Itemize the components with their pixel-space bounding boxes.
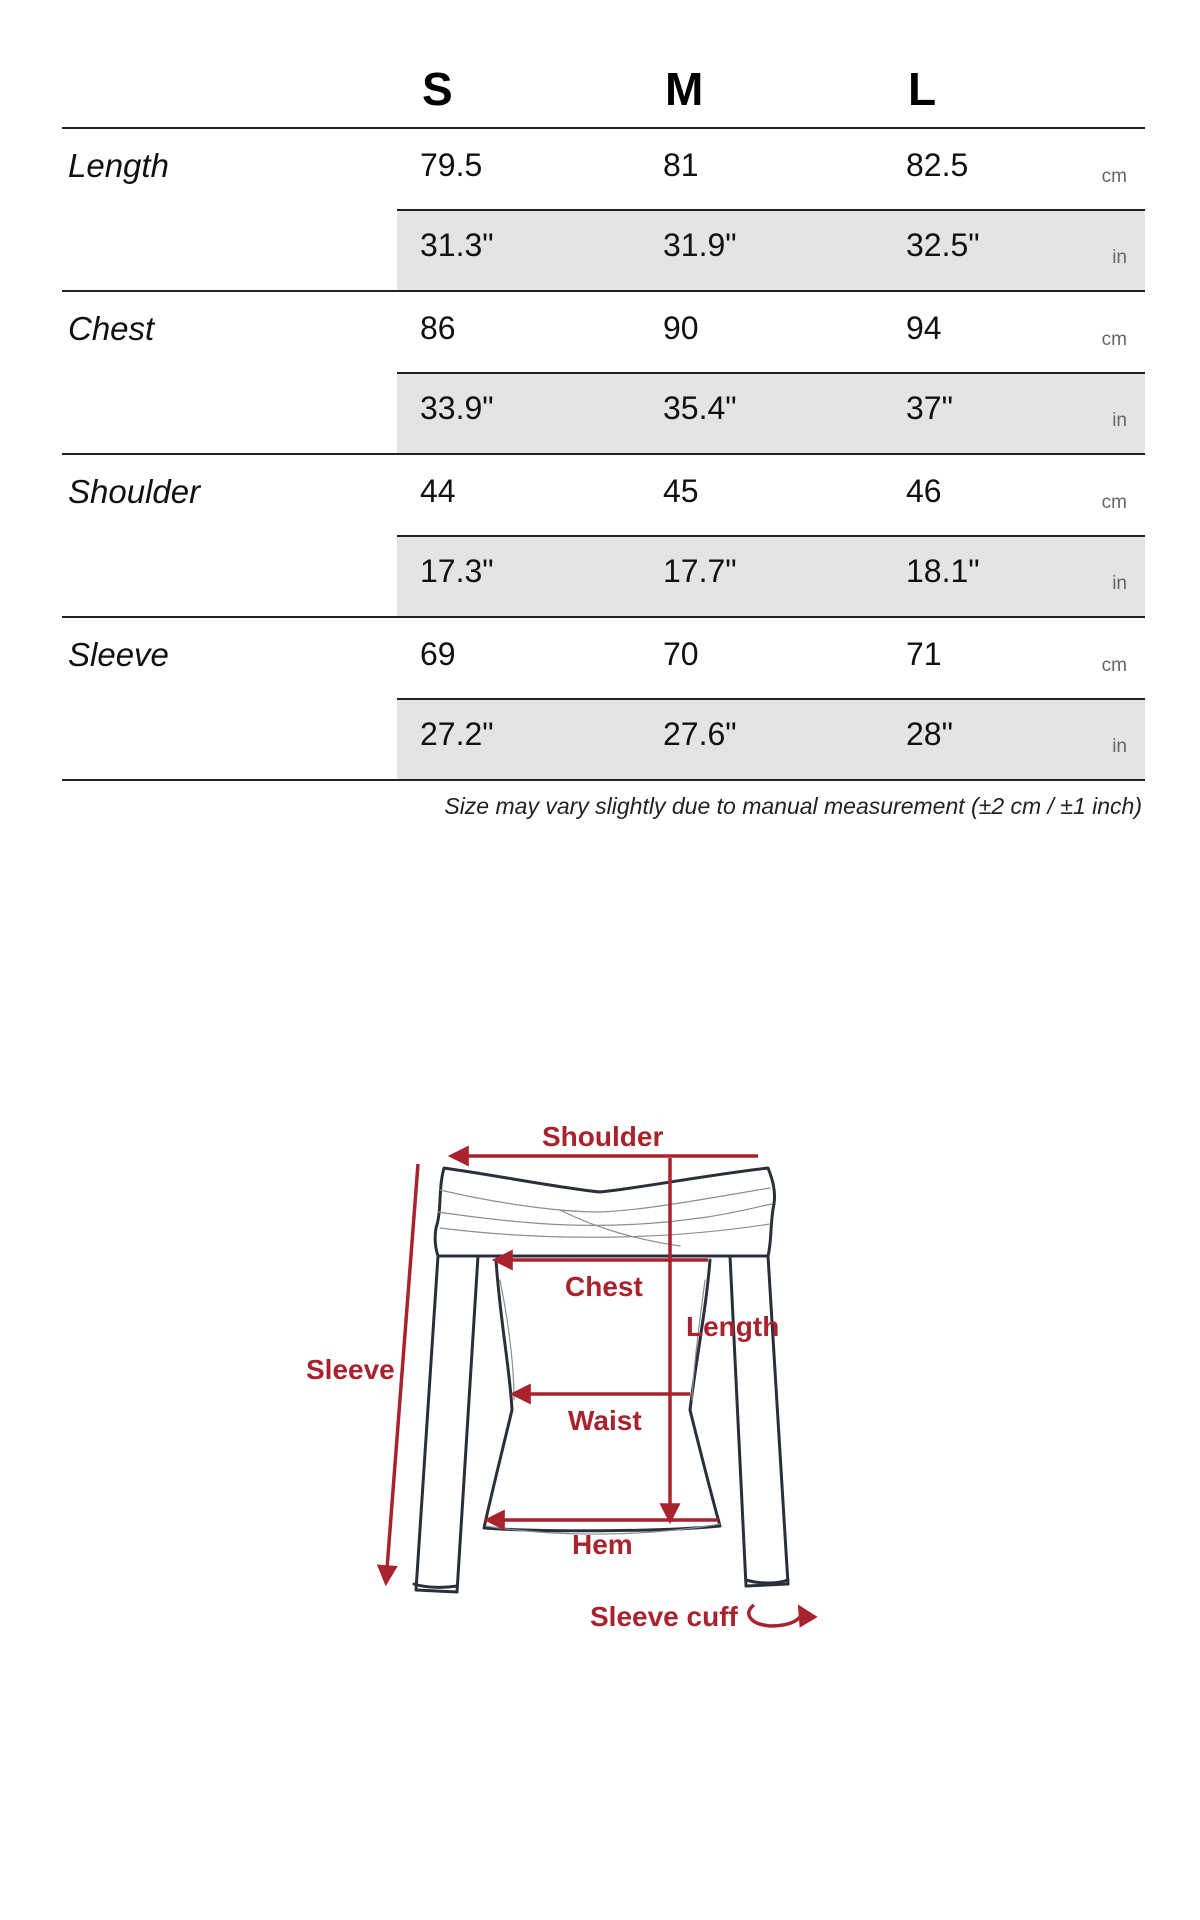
hem-label: Hem: [572, 1529, 633, 1560]
sleeve-label: Sleeve: [306, 1354, 395, 1385]
cm-value-l: 94: [906, 310, 942, 346]
row-divider: [397, 698, 1145, 700]
measure-label: Shoulder: [68, 473, 201, 510]
cm-value-m: 45: [663, 473, 699, 509]
row-shoulder: [62, 455, 1145, 618]
in-value-m: 31.9": [663, 227, 737, 263]
in-value-l: 32.5": [906, 227, 980, 263]
measure-label: Sleeve: [68, 636, 169, 673]
cm-value-s: 86: [420, 310, 456, 346]
in-value-s: 31.3": [420, 227, 494, 263]
in-value-l: 28": [906, 716, 953, 752]
inch-row-background: [397, 700, 1145, 779]
row-divider: [397, 535, 1145, 537]
cm-value-m: 90: [663, 310, 699, 346]
measure-label: Length: [68, 147, 169, 184]
waist-label: Waist: [568, 1405, 642, 1436]
cm-value-s: 79.5: [420, 147, 483, 183]
cm-value-s: 69: [420, 636, 456, 672]
size-header-l: L: [908, 63, 937, 115]
inch-row-background: [397, 211, 1145, 290]
size-header-m: M: [665, 63, 704, 115]
in-value-m: 17.7": [663, 553, 737, 589]
shoulder-label: Shoulder: [542, 1121, 664, 1152]
cm-value-l: 71: [906, 636, 942, 672]
row-divider: [397, 209, 1145, 211]
cm-value-l: 46: [906, 473, 942, 509]
row-divider: [397, 372, 1145, 374]
cm-value-m: 70: [663, 636, 699, 672]
in-value-m: 35.4": [663, 390, 737, 426]
in-value-s: 27.2": [420, 716, 494, 752]
group-divider: [62, 779, 1145, 781]
length-label: Length: [686, 1311, 780, 1342]
unit-in: in: [1112, 736, 1127, 757]
in-value-m: 27.6": [663, 716, 737, 752]
row-sleeve: [62, 618, 1145, 781]
in-value-s: 17.3": [420, 553, 494, 589]
unit-cm: cm: [1101, 166, 1127, 187]
cm-value-m: 81: [663, 147, 699, 183]
row-length: [62, 129, 1145, 292]
cm-value-s: 44: [420, 473, 456, 509]
chest-label: Chest: [565, 1271, 643, 1302]
unit-in: in: [1112, 573, 1127, 594]
row-chest: [62, 292, 1145, 455]
measurement-note: Size may vary slightly due to manual measurement (±2 cm / ±1 inch): [444, 793, 1142, 819]
garment-diagram: [0, 1100, 1200, 1760]
cm-value-l: 82.5: [906, 147, 969, 183]
inch-row-background: [397, 537, 1145, 616]
sleeve-cuff-arrow: [749, 1605, 802, 1626]
in-value-l: 18.1": [906, 553, 980, 589]
in-value-l: 37": [906, 390, 953, 426]
unit-cm: cm: [1101, 492, 1127, 513]
measure-label: Chest: [68, 310, 155, 347]
in-value-s: 33.9": [420, 390, 494, 426]
sleeve-cuff-label: Sleeve cuff: [590, 1601, 738, 1632]
size-header-s: S: [422, 63, 453, 115]
unit-in: in: [1112, 410, 1127, 431]
inch-row-background: [397, 374, 1145, 453]
unit-in: in: [1112, 247, 1127, 268]
unit-cm: cm: [1101, 655, 1127, 676]
unit-cm: cm: [1101, 329, 1127, 350]
